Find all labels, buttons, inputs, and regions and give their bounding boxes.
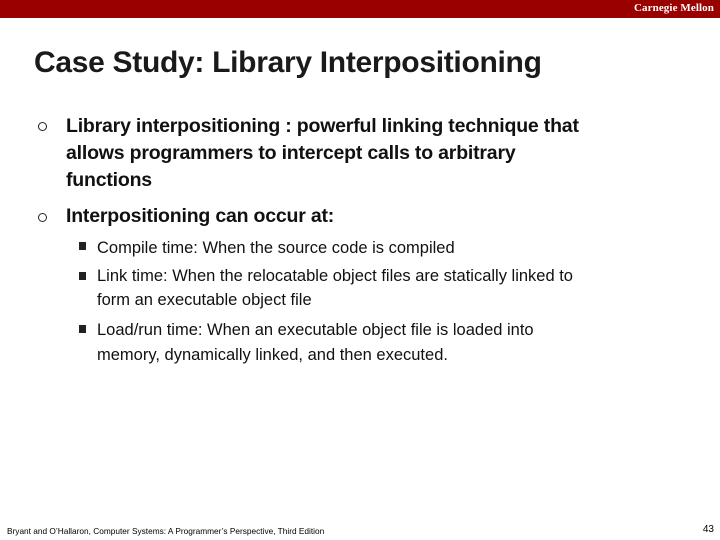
bullet-1-text <box>66 113 656 194</box>
slide-title: Case Study: Library Interpositioning <box>34 46 542 79</box>
subbullet-1-line-1: Compile time: When the source code is compiled <box>97 239 455 257</box>
subbullet-3-line-1: Load/run time: When an executable object file is loaded into <box>97 321 534 339</box>
bullet-ring-icon <box>38 122 47 131</box>
bullet-1-line-2: allows programmers to intercept calls to arbitrary <box>66 142 516 164</box>
bullet-ring-icon <box>38 213 47 222</box>
page-number: 43 <box>702 524 714 535</box>
subbullet-3-text <box>97 318 657 368</box>
bullet-square-icon <box>79 325 86 333</box>
bullet-2-text <box>66 203 656 230</box>
subbullet-2-text <box>97 264 657 312</box>
subbullet-1-text <box>97 235 657 261</box>
footer-citation: Bryant and O’Hallaron, Computer Systems: A Programmer’s Perspective, Third Edition <box>7 526 325 536</box>
subbullet-2-line-1: Link time: When the relocatable object files are statically linked to <box>97 267 573 285</box>
brand-label: Carnegie Mellon <box>633 2 714 14</box>
subbullet-2-line-2: form an executable object file <box>97 291 312 309</box>
bullet-1-line-1: Library interpositioning : powerful linking technique that <box>66 115 579 137</box>
header-bar <box>0 0 720 18</box>
bullet-square-icon <box>79 242 86 250</box>
bullet-2-line-1: Interpositioning can occur at: <box>66 205 335 227</box>
bullet-square-icon <box>79 272 86 280</box>
subbullet-3-line-2: memory, dynamically linked, and then executed. <box>97 346 448 364</box>
bullet-1-line-3: functions <box>66 169 152 191</box>
